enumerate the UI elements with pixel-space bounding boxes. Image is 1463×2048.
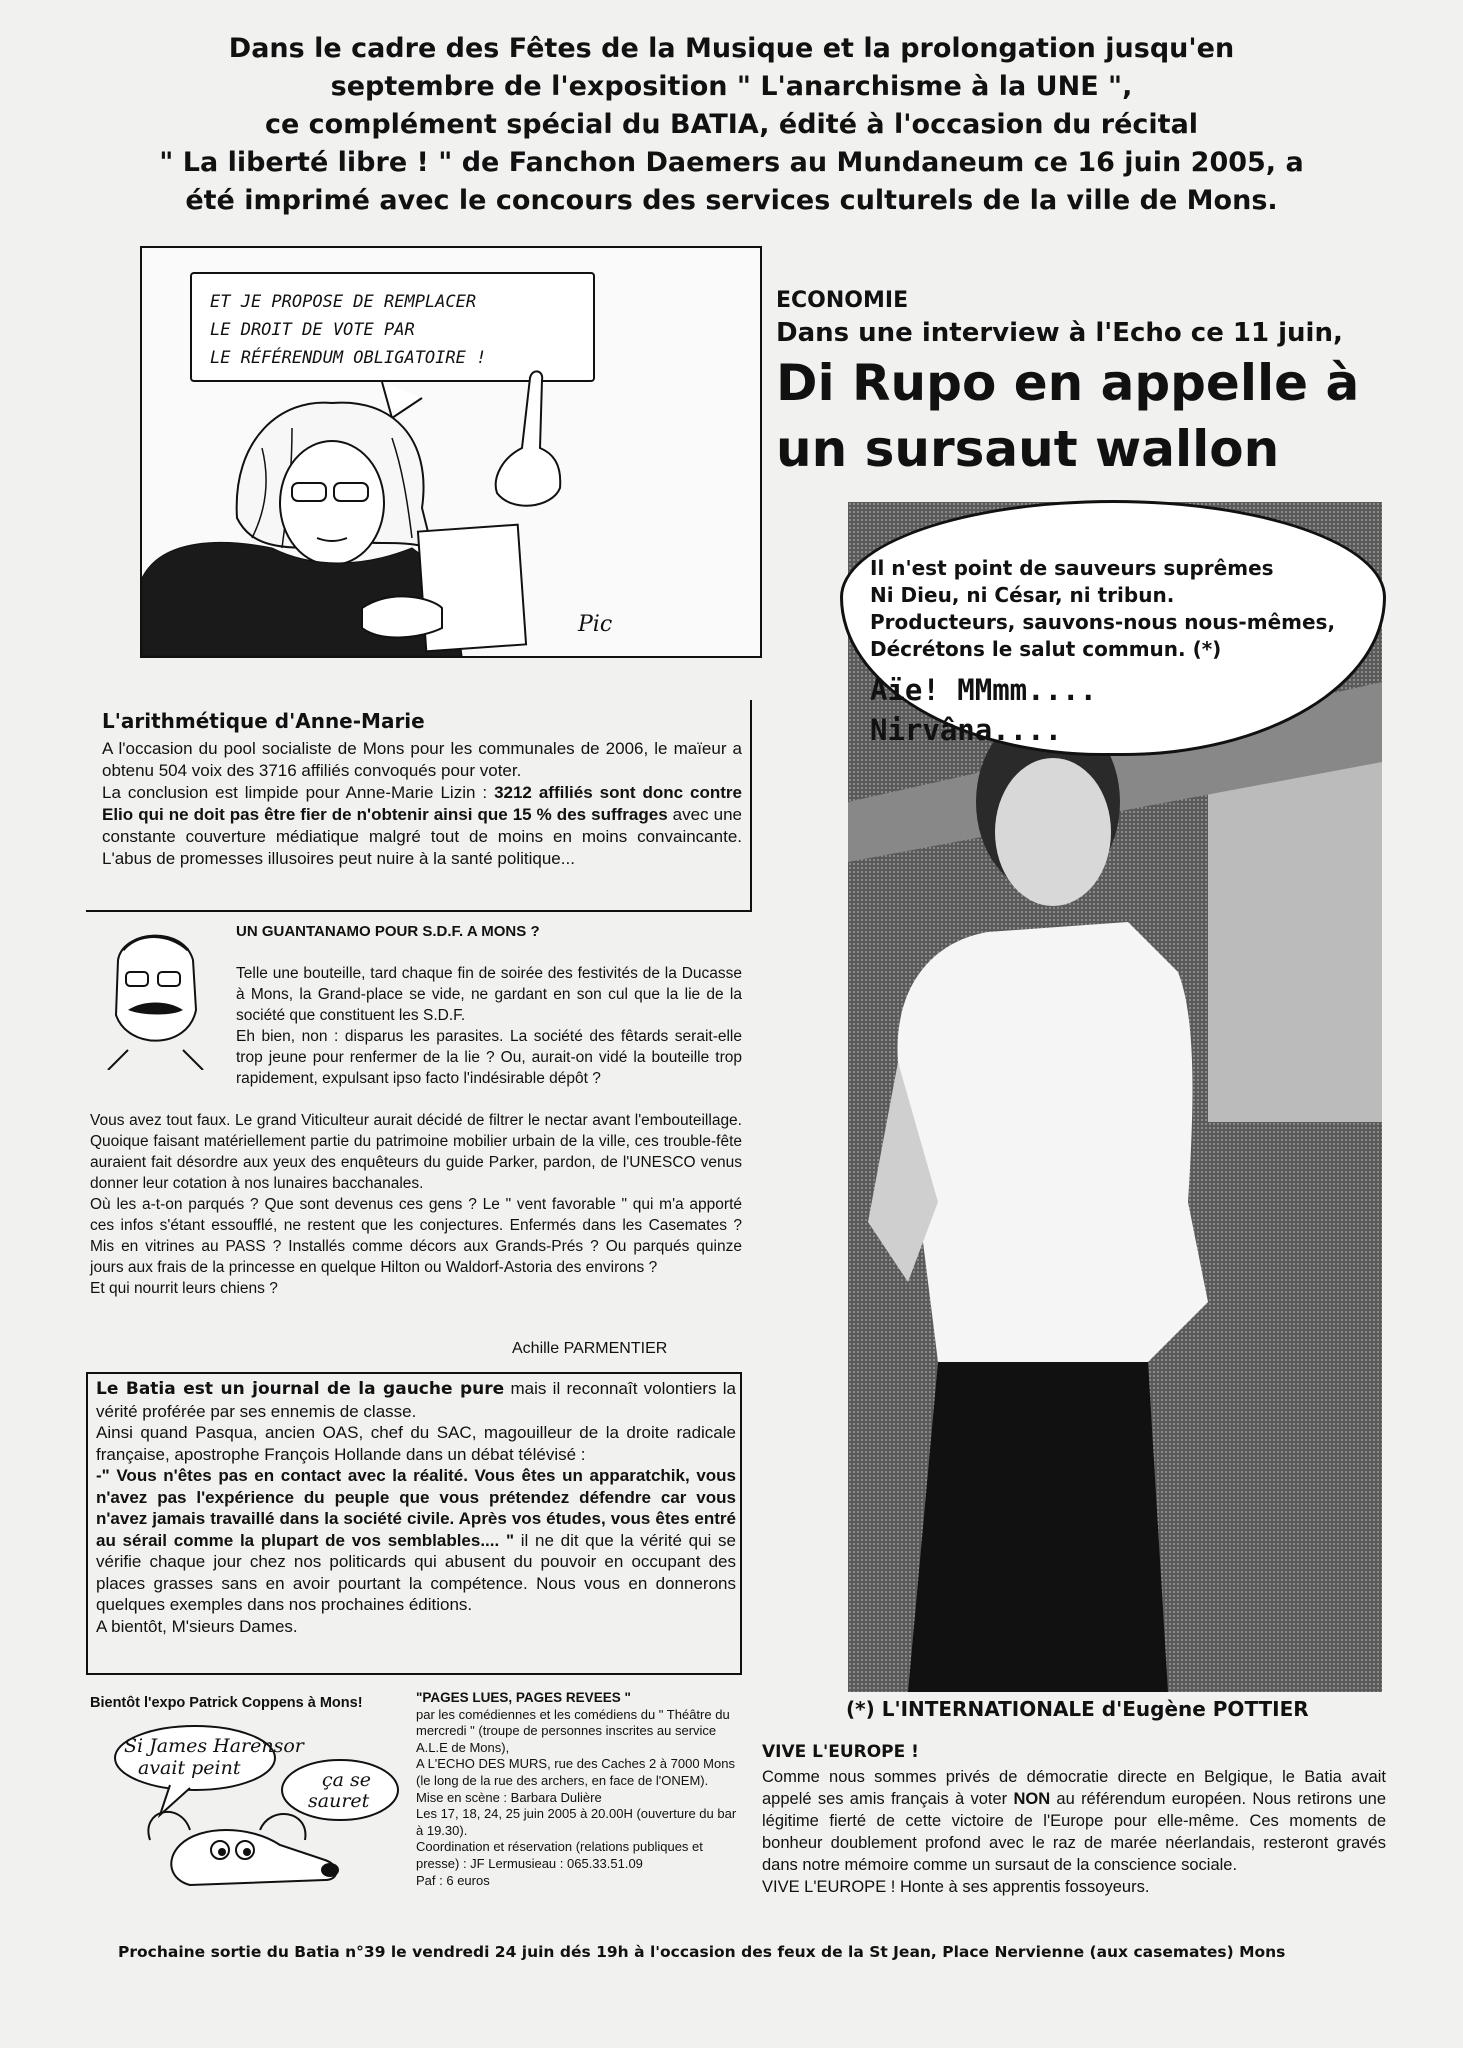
europe-p2: VIVE L'EUROPE ! Honte à ses apprentis fossoyeurs. — [762, 1878, 1150, 1896]
header-line: septembre de l'exposition " L'anarchisme à la UNE ", — [330, 71, 1133, 102]
batia-body — [96, 1378, 736, 1637]
europe-title: VIVE L'EUROPE ! — [762, 1742, 919, 1762]
lyric-line: Décrétons le salut commun. (*) — [870, 637, 1222, 661]
batia-quote: -" Vous n'êtes pas en contact avec la réalité. Vous êtes un apparatchik, vous n'avez pas l'expérience du peuple que vous prétendez défendre car vous n'avez jamais travaillé dans la société civile. Après vos études, vous êtes entré au sérail comme la plupart de vos semblables.... " — [96, 1466, 736, 1550]
pages-lues-title: "PAGES LUES, PAGES REVEES " — [416, 1690, 631, 1705]
arithmetique-p1: A l'occasion du pool socialiste de Mons pour les communales de 2006, le maïeur a obtenu 504 voix des 3716 affiliés convoqués pour voter. — [102, 739, 742, 780]
guantanamo-p3: Où les a-t-on parqués ? Que sont devenus ces gens ? Le " vent favorable " qui m'a apporté ces infos s'étant essoufflé, ne restent que les conjectures. Enfermés dans les Casemates ? Mis en vitrines au PASS ? Installés comme décors aux Grands-Prés ? Ou parqués quinze jours aux frais de la princesse en quelque Hilton ou Waldorf-Astoria des environs ? — [90, 1196, 742, 1276]
page-header — [90, 30, 1373, 220]
europe-body — [762, 1766, 1386, 1898]
guantanamo-p4: Et qui nourrit leurs chiens ? — [90, 1280, 278, 1297]
arithmetique-body — [102, 738, 742, 870]
photo-caption: (*) L'INTERNATIONALE d'Eugène POTTIER — [846, 1697, 1309, 1721]
batia-lead — [96, 1378, 736, 1422]
exclaim-line: Nirvâna.... — [870, 713, 1063, 747]
exclaim-line: Aïe! MMmm.... — [870, 673, 1097, 707]
europe-p1-b: au référendum européen. Nous retirons une légitime fierté de cette victoire de l'Europe pour elle-même. Ces moments de bonheur doublement profond avec le raz de marée néerlandais, resteront gravés dans notre mémoire comme un sursaut de la conscience sociale. — [762, 1790, 1386, 1874]
europe-p1-bold: NON — [1013, 1790, 1051, 1808]
arithmetique-p2-rest: avec une constante couverture médiatique malgré tout de moins en moins convaincante. L'abus de promesses illusoires peut nuire à la santé politique... — [102, 805, 742, 868]
arithmetique-title: L'arithmétique d'Anne-Marie — [102, 709, 425, 733]
pages-line: A L'ECHO DES MURS, rue des Caches 2 à 7000 Mons (le long de la rue des archers, en face de l'ONEM). — [416, 1756, 735, 1788]
guantanamo-p1b: Eh bien, non : disparus les parasites. La société des fêtards serait-elle trop jeune pour renfermer de la lie ? Ou, aurait-on vidé la bouteille trop rapidement, expulsant ipso facto l'indésirable dépôt ? — [236, 1028, 742, 1087]
expo-title: Bientôt l'expo Patrick Coppens à Mons! — [90, 1695, 363, 1711]
expo-bubble-line: sauret — [308, 1790, 370, 1812]
guantanamo-author: Achille PARMENTIER — [512, 1340, 668, 1357]
caricature-drawing — [142, 248, 760, 656]
expo-bubble-2 — [308, 1770, 371, 1812]
arithmetique-p2 — [102, 782, 742, 870]
pages-line: Coordination et réservation (relations publiques et presse) : JF Lermusieau : 065.33.51.09 — [416, 1839, 703, 1871]
batia-lead-rest: mais il reconnaît volontiers la vérité proférée par ses ennemis de classe. — [96, 1379, 736, 1421]
arithmetique-p2-bold: 3212 affiliés sont donc contre Elio qui ne doit pas être fier de n'obtenir ainsi que 15 % des suffrages — [102, 783, 743, 824]
headline-line: un sursaut wallon — [776, 420, 1280, 478]
guantanamo-body — [90, 1110, 742, 1299]
header-line: Dans le cadre des Fêtes de la Musique et la prolongation jusqu'en — [228, 33, 1235, 64]
internationale-lyrics — [870, 555, 1390, 663]
guantanamo-p2: Vous avez tout faux. Le grand Viticulteur aurait décidé de filtrer le nectar avant l'embouteillage. Quoique faisant matériellement partie du patrimoine mobilier urbain de la ville, ces trouble-fête auraient fait désordre aux yeux des enquêteurs du guide Parker, pardon, de l'UNESCO venus donner leur cotation à nos lunaires bacchanales. — [90, 1112, 742, 1192]
cartoon-signature: Pic — [578, 612, 613, 637]
guantanamo-title: UN GUANTANAMO POUR S.D.F. A MONS ? — [236, 923, 540, 940]
pages-line: Paf : 6 euros — [416, 1872, 490, 1888]
author-portrait-sketch — [88, 920, 218, 1070]
cartoon-illustration — [140, 246, 762, 658]
section-kicker: ECONOMIE — [776, 288, 909, 313]
pages-lues-notice — [416, 1690, 746, 1889]
header-line: été imprimé avec le concours des services culturels de la ville de Mons. — [185, 185, 1278, 216]
expo-bubble-line: ça se — [322, 1769, 372, 1791]
lyric-line: Producteurs, sauvons-nous nous-mêmes, — [870, 610, 1336, 634]
batia-quote-paragraph — [96, 1465, 736, 1616]
europe-p1-a: Comme nous sommes privés de démocratie directe en Belgique, le Batia avait appelé ses amis français à voter — [762, 1768, 1386, 1808]
batia-lead-bold: Le Batia est un journal de la gauche pure — [96, 1379, 505, 1399]
header-line: " La liberté libre ! " de Fanchon Daemers au Mundaneum ce 16 juin 2005, a — [159, 147, 1304, 178]
pages-line: par les comédiennes et les comédiens du " Théâtre du mercredi " (troupe de personnes inscrites au service A.L.E de Mons), — [416, 1706, 730, 1755]
europe-p1 — [762, 1766, 1386, 1876]
arithmetique-p2-intro: La conclusion est limpide pour Anne-Marie Lizin : — [102, 783, 495, 802]
expo-bubble-line: Si James Harensor — [124, 1735, 304, 1757]
footer-announcement: Prochaine sortie du Batia n°39 le vendredi 24 juin dés 19h à l'occasion des feux de la St Jean, Place Nervienne (aux casemates) Mons — [118, 1943, 1286, 1961]
cartoon-bubble-line: LE RÉFÉRENDUM OBLIGATOIRE ! — [210, 348, 487, 368]
batia-p2: Ainsi quand Pasqua, ancien OAS, chef du SAC, magouilleur de la droite radicale française, apostrophe François Hollande dans un débat télévisé : — [96, 1423, 736, 1464]
headline-line: Di Rupo en appelle à — [776, 354, 1360, 412]
pages-line: Mise en scène : Barbara Dulière — [416, 1789, 602, 1805]
expo-bubble-line: avait peint — [138, 1757, 241, 1779]
batia-after-quote: il ne dit que la vérité qui se vérifie chaque jour chez nos politicards qui abusent du pouvoir en occupant des places grasses sans en avoir pourtant la compétence. Nous vous en donnerons quelques exemples dans nos prochaines éditions. — [96, 1530, 736, 1614]
expo-bubble-1 — [124, 1735, 304, 1779]
guantanamo-intro — [236, 963, 742, 1089]
guantanamo-p1: Telle une bouteille, tard chaque fin de soirée des festivités de la Ducasse à Mons, la Grand-place se vide, ne gardant en son cul que la lie de la société que constituent les S.D.F. — [236, 965, 742, 1024]
header-line: ce complément spécial du BATIA, édité à l'occasion du récital — [264, 109, 1199, 140]
main-headline — [776, 350, 1436, 482]
pages-line: Les 17, 18, 24, 25 juin 2005 à 20.00H (ouverture du bar à 19.30). — [416, 1806, 737, 1838]
batia-closing: A bientôt, M'sieurs Dames. — [96, 1616, 298, 1636]
cartoon-bubble-line: LE DROIT DE VOTE PAR — [210, 320, 415, 340]
cartoon-bubble-line: ET JE PROPOSE DE REMPLACER — [210, 292, 477, 312]
headline-subtitle: Dans une interview à l'Echo ce 11 juin, — [776, 318, 1343, 348]
lyric-line: Ni Dieu, ni César, ni tribun. — [870, 583, 1175, 607]
bubble-exclamation — [870, 670, 1097, 750]
lyric-line: Il n'est point de sauveurs suprêmes — [870, 556, 1274, 580]
